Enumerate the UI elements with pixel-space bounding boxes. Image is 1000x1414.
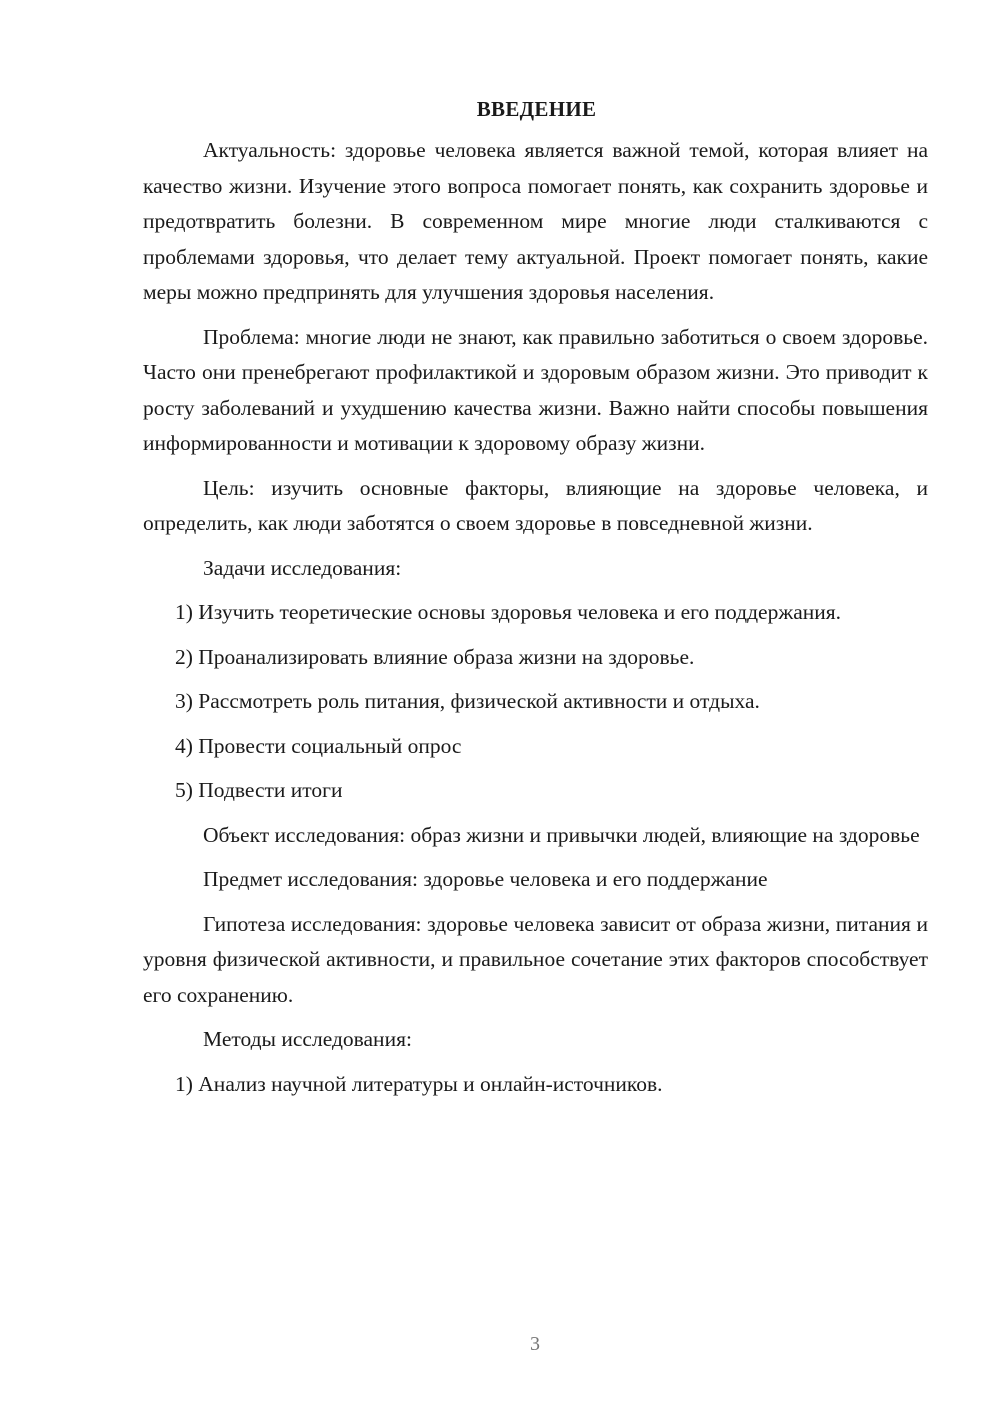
- methods-heading: Методы исследования:: [203, 1027, 412, 1051]
- tasks-heading: Задачи исследования:: [203, 555, 402, 580]
- task-item: 3) Рассмотреть роль питания, физической активности и отдыха.: [175, 689, 760, 713]
- hypothesis-paragraph: Гипотеза исследования: здоровье человека зависит от образа жизни, питания и уровня физической активности, и правильное сочетание этих факторов способствует его сохранению.: [143, 911, 928, 1007]
- goal-paragraph: Цель: изучить основные факторы, влияющие на здоровье человека, и определить, как люди заботятся о своем здоровье в повседневной жизни.: [143, 475, 928, 535]
- task-item: 1) Изучить теоретические основы здоровья человека и его поддержания.: [175, 600, 842, 624]
- object-paragraph: Объект исследования: образ жизни и привычки людей, влияющие на здоровье: [203, 822, 920, 847]
- task-item: 4) Провести социальный опрос: [175, 733, 462, 758]
- method-item: 1) Анализ научной литературы и онлайн-источников.: [175, 1071, 663, 1096]
- subject-paragraph: Предмет исследования: здоровье человека и его поддержание: [203, 867, 768, 891]
- task-item: 2) Проанализировать влияние образа жизни на здоровье.: [175, 644, 695, 669]
- page-number: 3: [530, 1333, 540, 1355]
- page-content: [143, 92, 928, 1111]
- problem-paragraph: Проблема: многие люди не знают, как правильно заботиться о своем здоровье. Часто они пренебрегают профилактикой и здоровым образом жизни. Это приводит к росту заболеваний и ухудшению качества жизни. Важно найти способы повышения информированности и мотивации к здоровому образу жизни.: [143, 324, 928, 455]
- relevance-paragraph: Актуальность: здоровье человека является важной темой, которая влияет на качество жизни. Изучение этого вопроса помогает понять, как сохранить здоровье и предотвратить болезни. В современном мире многие люди сталкиваются с проблемами здоровья, что делает тему актуальной. Проект помогает понять, какие меры можно предпринять для улучшения здоровья населения.: [143, 138, 928, 304]
- section-title: ВВЕДЕНИЕ: [476, 97, 597, 121]
- task-item: 5) Подвести итоги: [175, 778, 343, 802]
